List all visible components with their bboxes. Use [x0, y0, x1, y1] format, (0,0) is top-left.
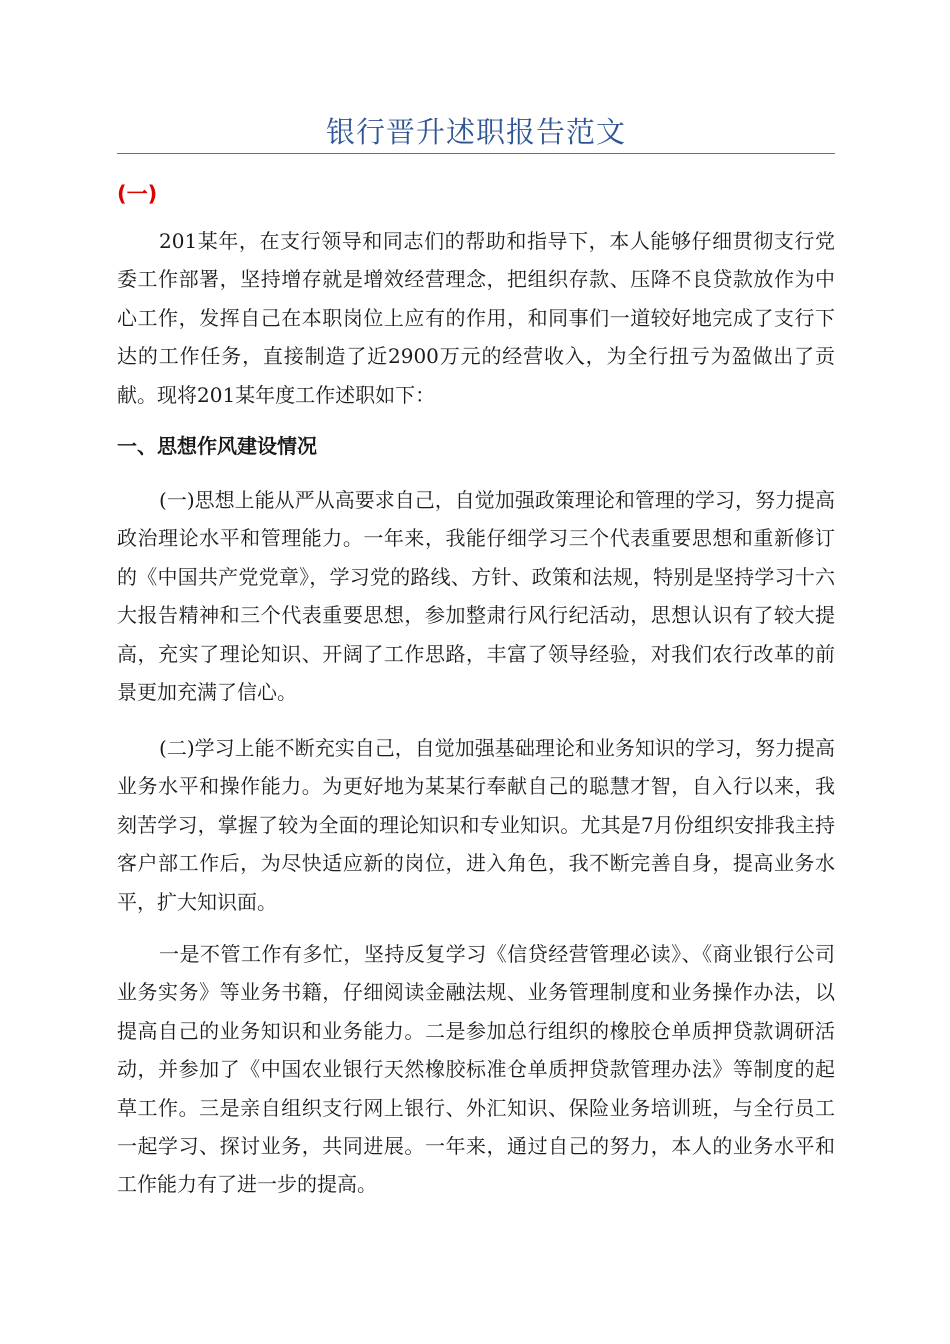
title-underline: [117, 153, 835, 154]
paragraph-item-3: 一是不管工作有多忙，坚持反复学习《信贷经营管理必读》、《商业银行公司业务实务》等业务书籍，仔细阅读金融法规、业务管理制度和业务操作办法，以提高自己的业务知识和业务能力。二是参加总行组织的橡胶仓单质押贷款调研活动，并参加了《中国农业银行天然橡胶标准仓单质押贷款管理办法》等制度的起草工作。三是亲自组织支行网上银行、外汇知识、保险业务培训班，与全行员工一起学习、探讨业务，共同进展。一年来，通过自己的努力，本人的业务水平和工作能力有了进一步的提高。: [117, 942, 835, 1197]
section-heading-1: 一、思想作风建设情况: [117, 434, 317, 458]
section-marker: (一): [117, 182, 158, 206]
document-title: 银行晋升述职报告范文: [325, 115, 626, 149]
intro-paragraph: 201某年，在支行领导和同志们的帮助和指导下，本人能够仔细贯彻支行党委工作部署，坚持增存就是增效经营理念，把组织存款、压降不良贷款放作为中心工作，发挥自己在本职岗位上应有的作用，和同事们一道较好地完成了支行下达的工作任务，直接制造了近2900万元的经营收入，为全行扭亏为盈做出了贡献。现将201某年度工作述职如下：: [117, 229, 835, 407]
paragraph-item-1: (一)思想上能从严从高要求自己，自觉加强政策理论和管理的学习，努力提高政治理论水平和管理能力。一年来，我能仔细学习三个代表重要思想和重新修订的《中国共产党党章》，学习党的路线、方针、政策和法规，特别是坚持学习十六大报告精神和三个代表重要思想，参加整肃行风行纪活动，思想认识有了较大提高，充实了理论知识、开阔了工作思路，丰富了领导经验，对我们农行改革的前景更加充满了信心。: [117, 488, 835, 705]
paragraph-item-2: (二)学习上能不断充实自己，自觉加强基础理论和业务知识的学习，努力提高业务水平和操作能力。为更好地为某某行奉献自己的聪慧才智，自入行以来，我刻苦学习，掌握了较为全面的理论知识和专业知识。尤其是7月份组织安排我主持客户部工作后，为尽快适应新的岗位，进入角色，我不断完善自身，提高业务水平，扩大知识面。: [117, 736, 835, 914]
